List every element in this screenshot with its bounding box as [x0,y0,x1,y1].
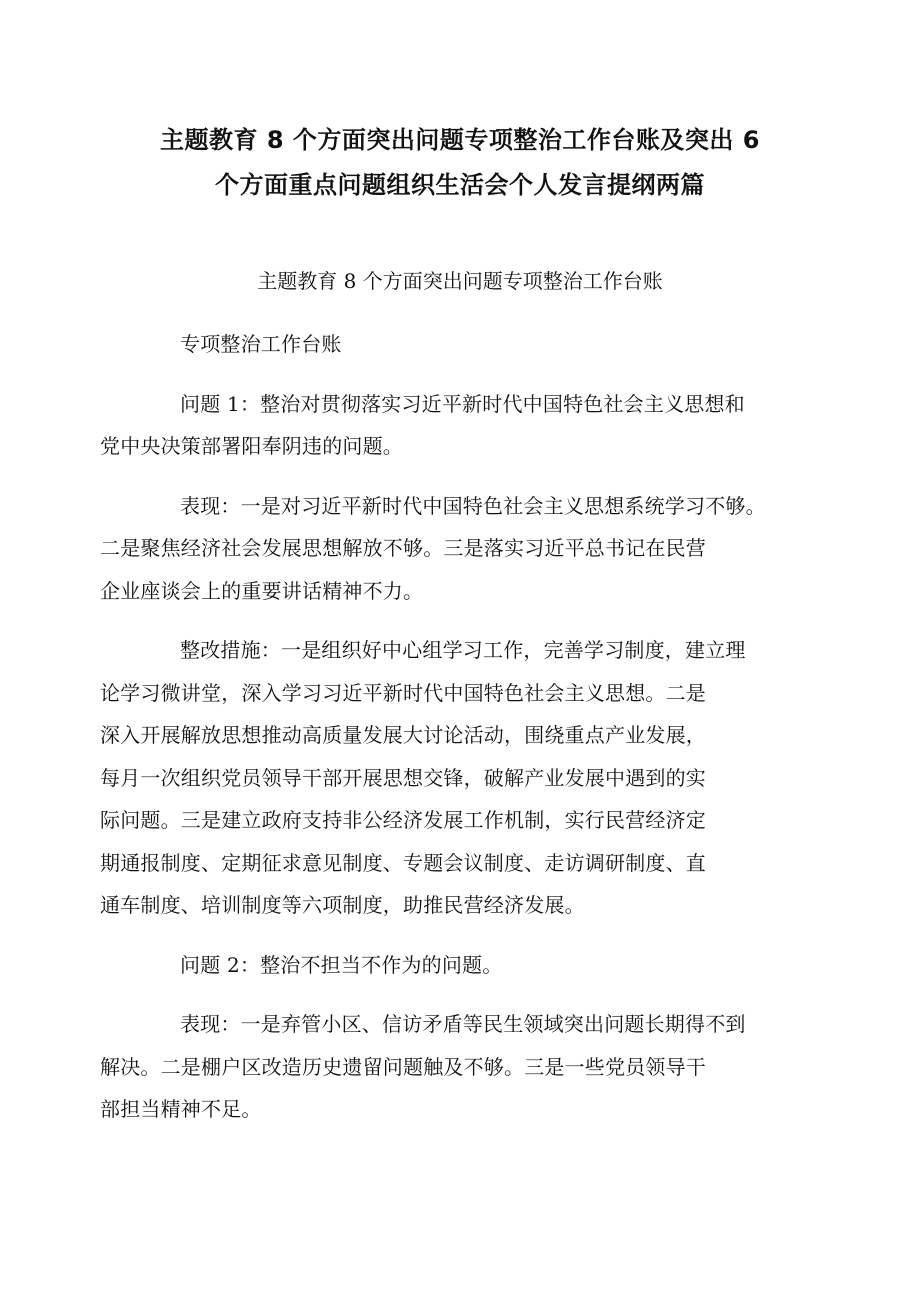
paragraph-problem-2 [140,944,780,987]
title-line: 个方面重点问题组织生活会个人发言提纲两篇 [215,171,705,199]
text-line: 期通报制度、定期征求意见制度、专题会议制度、走访调研制度、直 [100,850,706,875]
text-line: 论学习微讲堂，深入学习习近平新时代中国特色社会主义思想。二是 [100,680,706,705]
paragraph-rectification-measures [100,629,780,927]
text-line: 部担当精神不足。 [100,1097,262,1121]
text-line: 解决。二是棚户区改造历史遗留问题触及不够。三是一些党员领导干 [100,1054,706,1079]
text-line: 每月一次组织党员领导干部开展思想交锋，破解产业发展中遇到的实 [100,765,706,790]
text-line: 党中央决策部署阳奉阴违的问题。 [100,434,403,458]
title-line: 主题教育 8 个方面突出问题专项整治工作台账及突出 6 [160,126,760,154]
paragraph-manifestation-2 [100,1003,780,1131]
text-line: 问题 1：整治对贯彻落实习近平新时代中国特色社会主义思想和 [180,391,745,416]
text-line: 际问题。三是建立政府支持非公经济发展工作机制，实行民营经济定 [100,808,706,832]
paragraph-problem-1 [100,383,780,468]
section-title: 主题教育 8 个方面突出问题专项整治工作台账 [257,269,663,293]
text-line: 表现：一是对习近平新时代中国特色社会主义思想系统学习不够。 [180,493,766,518]
text-line: 二是聚焦经济社会发展思想解放不够。三是落实习近平总书记在民营 [100,536,706,560]
document-title [140,118,780,208]
paragraph-manifestation-1 [100,485,780,613]
text-line: 通车制度、培训制度等六项制度，助推民营经济发展。 [100,893,585,917]
text-line: 问题 2：整治不担当不作为的问题。 [180,952,503,977]
text-line: 专项整治工作台账 [180,332,342,356]
text-line: 深入开展解放思想推动高质量发展大讨论活动，围绕重点产业发展， [100,723,706,747]
text-line: 整改措施：一是组织好中心组学习工作，完善学习制度，建立理 [180,638,746,662]
document-body [100,323,780,1148]
paragraph-ledger-heading [140,323,780,366]
text-line: 企业座谈会上的重要讲话精神不力。 [100,578,424,603]
text-line: 表现：一是弃管小区、信访矛盾等民生领域突出问题长期得不到 [180,1012,746,1036]
